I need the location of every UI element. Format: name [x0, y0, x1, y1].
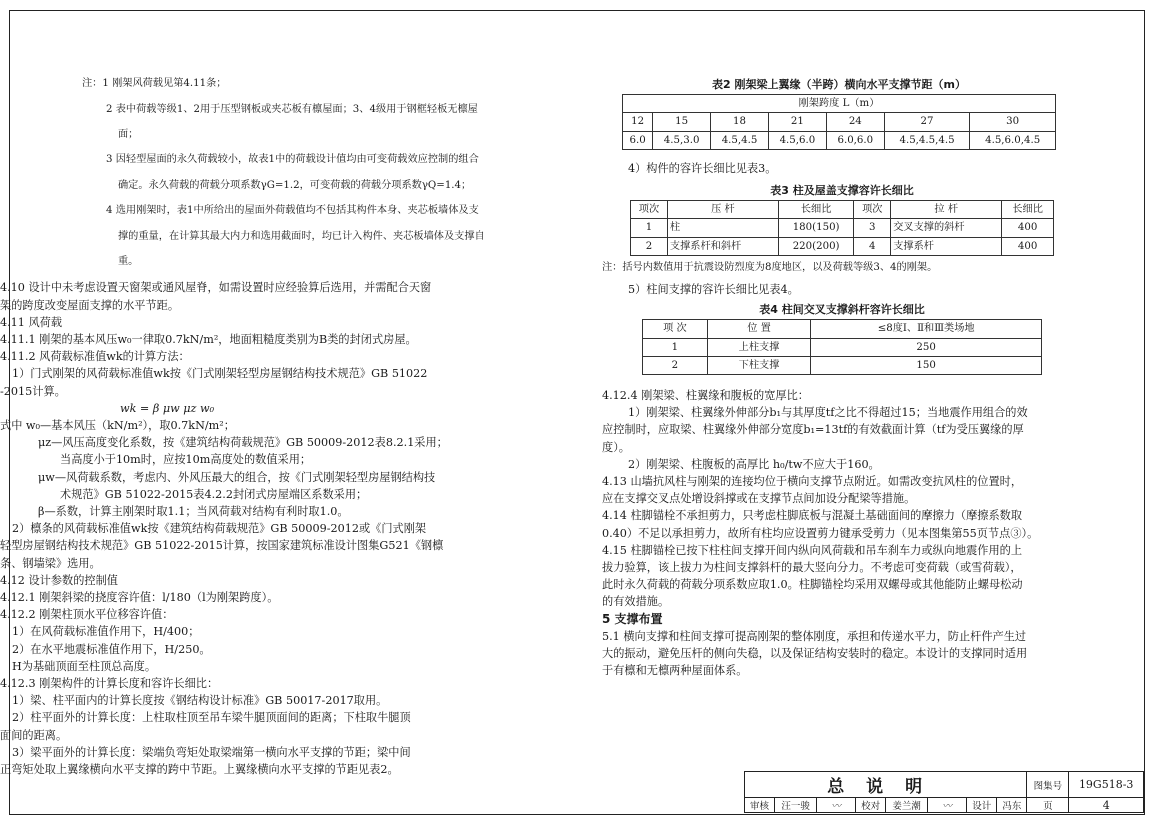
- table3-header: 拉 杆: [891, 201, 1002, 219]
- mu-z-def-cont: 当高度小于10m时，应按10m高度处的数值采用；: [60, 453, 312, 467]
- table3-cell: 400: [1002, 219, 1054, 237]
- table3-cell: 交叉支撑的斜杆: [891, 219, 1002, 237]
- atlas-label: 图集号: [1027, 772, 1069, 798]
- para-4-15-cont3: 的有效措施。: [602, 595, 670, 609]
- table3: [630, 200, 1054, 256]
- para-4-12-4: 4.12.4 刚架梁、柱翼缘和腹板的宽厚比：: [602, 389, 809, 403]
- heading-4-12: 4.12 设计参数的控制值: [0, 573, 118, 587]
- drift-seismic: 2）在水平地震标准值作用下，H/250。: [12, 642, 211, 656]
- length-3-cont: 正弯矩处取上翼缘横向水平支撑的跨中节距。上翼缘横向水平支撑的节距见表2。: [0, 763, 399, 776]
- length-1: 1）梁、柱平面内的计算长度按《钢结构设计标准》GB 50017-2017取用。: [12, 694, 388, 708]
- table3-cell: 支撑系杆: [891, 237, 1002, 255]
- page-label: 页: [1027, 798, 1069, 813]
- table3-cell: 3: [854, 219, 891, 237]
- table-row: [623, 131, 1056, 149]
- table2-span: 18: [711, 113, 769, 131]
- para-r1: 4）构件的容许长细比见表3。: [628, 161, 777, 175]
- table2-span: 24: [826, 113, 884, 131]
- table-row: [623, 113, 1056, 131]
- table3-header: 项次: [631, 201, 668, 219]
- para-4-10-cont: 架的跨度改变屋面支撑的水平节距。: [0, 298, 180, 312]
- formula-where: 式中 w₀—基本风压（kN/m²），取0.7kN/m²；: [0, 418, 235, 432]
- para-4-10: 4.10 设计中未考虑设置天窗架或通风屋脊，如需设置时应经验算后选用，并需配合天窗: [0, 281, 432, 295]
- width-ratio-1: 1）刚架梁、柱翼缘外伸部分b₁与其厚度tf之比不得超过15；当地震作用组合的效: [628, 406, 1028, 420]
- width-ratio-1-cont2: 度）。: [602, 440, 630, 454]
- table4-cell: 1: [643, 338, 708, 356]
- table4-caption: 表4 柱间交叉支撑斜杆容许长细比: [759, 303, 925, 317]
- table3-cell: 400: [1002, 237, 1054, 255]
- para-wind-1: 1）门式刚架的风荷载标准值wk按《门式刚架轻型房屋钢结构技术规范》GB 51022: [12, 367, 428, 381]
- table2-value: 6.0: [623, 131, 653, 149]
- table4-cell: 下柱支撑: [707, 356, 811, 374]
- table4-header: 位 置: [707, 320, 811, 338]
- table2-span: 21: [768, 113, 826, 131]
- para-4-15-cont2: 此时永久荷载的荷载分项系数应取1.0。柱脚锚栓均采用双螺母或其他能防止螺母松动: [602, 578, 1023, 592]
- table2-value: 4.5,6.0: [768, 131, 826, 149]
- para-4-15-cont: 拔力验算，该上拔力为柱间支撑斜杆的最大竖向分力。不考虑可变荷载（或雪荷载），: [602, 561, 1022, 575]
- table2-span: 15: [653, 113, 711, 131]
- table3-header: 长细比: [1002, 201, 1054, 219]
- table-row: [631, 237, 1054, 255]
- table3-cell: 4: [854, 237, 891, 255]
- beta-def: β—系数，计算主刚架时取1.1；当风荷载对结构有利时取1.0。: [38, 504, 349, 518]
- checker-name: 姜兰潮: [886, 798, 928, 813]
- para-4-13-cont: 应在支撑交叉点处增设斜撑或在支撑节点间加设分配梁等措施。: [602, 492, 916, 506]
- table-row: [631, 201, 1054, 219]
- para-wind-2-cont2: 条、钢墙梁》选用。: [0, 556, 101, 570]
- para-4-11-2: 4.11.2 风荷载标准值wk的计算方法：: [0, 350, 190, 364]
- reviewer-signature: 〰: [817, 798, 856, 813]
- table-row: [745, 772, 1144, 798]
- length-3: 3）梁平面外的计算长度：梁端负弯矩处取梁端第一横向水平支撑的节距；梁中间: [12, 745, 411, 759]
- para-wind-1-cont: -2015计算。: [0, 384, 66, 398]
- checker-signature: 〰: [928, 798, 967, 813]
- note-3-cont: 确定。永久荷载的荷载分项系数γG=1.2，可变荷载的荷载分项系数γQ=1.4；: [118, 179, 472, 191]
- para-4-12-1: 4.12.1 刚架斜梁的挠度容许值：l/180（l为刚架跨度）。: [0, 590, 279, 604]
- table-row: [643, 320, 1042, 338]
- para-4-13: 4.13 山墙抗风柱与刚架的连接均位于横向支撑节点附近。如需改变抗风柱的位置时，: [602, 475, 1023, 489]
- table3-note: 注：括号内数值用于抗震设防烈度为8度地区，以及荷载等级3、4的刚架。: [602, 261, 938, 273]
- para-4-14: 4.14 柱脚锚栓不承担剪力，只考虑柱脚底板与混凝土基础面间的摩擦力（摩擦系数取: [602, 509, 1023, 523]
- note-4-cont2: 重。: [118, 255, 139, 267]
- width-ratio-2: 2）刚架梁、柱腹板的高厚比 h₀/tw不应大于160。: [628, 457, 880, 471]
- table-row: [631, 219, 1054, 237]
- mu-z-def: μz—风压高度变化系数，按《建筑结构荷载规范》GB 50009-2012表8.2.1采用；: [38, 436, 448, 450]
- reviewer-name: 汪一骏: [775, 798, 817, 813]
- review-label: 审核: [745, 798, 775, 813]
- table2: [622, 94, 1056, 150]
- table2-value: 4.5,4.5,4.5: [884, 131, 970, 149]
- table2-value: 4.5,6.0,4.5: [970, 131, 1056, 149]
- table4-cell: 250: [811, 338, 1042, 356]
- para-4-11-1: 4.11.1 刚架的基本风压w₀一律取0.7kN/m²，地面粗糙度类别为B类的封闭式房屋。: [0, 332, 417, 346]
- height-def: H为基础顶面至柱顶总高度。: [12, 659, 157, 673]
- drift-wind: 1）在风荷载标准值作用下，H/400；: [12, 625, 200, 639]
- note-2: 2 表中荷载等级1、2用于压型钢板或夹芯板有檩屋面；3、4级用于钢框轻板无檩屋: [106, 103, 478, 115]
- right-body: [602, 387, 1142, 679]
- sheet-title: 总说明: [745, 772, 1027, 798]
- mu-w-def: μw—风荷载系数，考虑内、外风压最大的组合，按《门式刚架轻型房屋钢结构技: [38, 470, 436, 484]
- right-column: [602, 76, 1142, 680]
- designer-name: 冯东: [997, 798, 1027, 813]
- table3-cell: 1: [631, 219, 668, 237]
- table-row: [643, 356, 1042, 374]
- para-4-14-cont: 0.40）不足以承担剪力，故所有柱均应设置剪力键承受剪力（见本图集第55页节点③）。: [602, 526, 1039, 540]
- para-5-1: 5.1 横向支撑和柱间支撑可提高刚架的整体刚度，承担和传递水平力，防止杆件产生过: [602, 629, 1027, 643]
- table-row: [745, 798, 1144, 813]
- table2-value: 4.5,4.5: [711, 131, 769, 149]
- para-4-15: 4.15 柱脚锚栓已按下柱柱间支撑开间内纵向风荷载和吊车刹车力或纵向地震作用的上: [602, 543, 1023, 557]
- para-5-1-cont2: 于有檩和无檩两种屋面体系。: [602, 664, 748, 678]
- length-2: 2）柱平面外的计算长度：上柱取柱顶至吊车梁牛腿顶面间的距离；下柱取牛腿顶: [12, 711, 411, 725]
- table2-span-header: 刚架跨度 L（m）: [623, 95, 1056, 113]
- para-4-12-3: 4.12.3 刚架构件的计算长度和容许长细比：: [0, 676, 219, 690]
- table-row: [623, 95, 1056, 113]
- heading-5: 5 支撑布置: [602, 611, 663, 626]
- table-row: [643, 338, 1042, 356]
- note-1: 注：1 刚架风荷载见第4.11条；: [82, 78, 227, 90]
- table3-cell: 180(150): [778, 219, 853, 237]
- para-r2: 5）柱间支撑的容许长细比见表4。: [628, 283, 799, 297]
- table2-value: 4.5,3.0: [653, 131, 711, 149]
- table2-caption: 表2 刚架梁上翼缘（半跨）横向水平支撑节距（m）: [712, 78, 966, 91]
- table2-value: 6.0,6.0: [826, 131, 884, 149]
- atlas-number: 19G518-3: [1069, 772, 1144, 798]
- heading-4-11: 4.11 风荷载: [0, 315, 63, 329]
- para-wind-2-cont: 轻型房屋钢结构技术规范》GB 51022-2015计算，按国家建筑标准设计图集G521《钢檩: [0, 539, 444, 553]
- table4-header: ≤8度Ⅰ、Ⅱ和Ⅲ类场地: [811, 320, 1042, 338]
- table2-span: 27: [884, 113, 970, 131]
- design-label: 设计: [967, 798, 997, 813]
- left-column: [0, 66, 578, 778]
- para-5-1-cont: 大的振动，避免压杆的侧向失稳，以及保证结构安装时的稳定。本设计的支撑同时适用: [602, 647, 1028, 661]
- table4-cell: 2: [643, 356, 708, 374]
- length-2-cont: 面间的距离。: [0, 728, 68, 742]
- table3-cell: 220(200): [778, 237, 853, 255]
- table3-header: 压 杆: [667, 201, 778, 219]
- title-block: [744, 771, 1144, 813]
- table4: [642, 319, 1042, 375]
- note-4-cont: 撑的重量，在计算其最大内力和选用截面时，均已计入构件、夹芯板墙体及支撑自: [118, 230, 485, 242]
- para-4-12-2: 4.12.2 刚架柱顶水平位移容许值：: [0, 608, 174, 622]
- note-3: 3 因轻型屋面的永久荷载较小，故表1中的荷载设计值均由可变荷载效应控制的组合: [106, 154, 479, 166]
- table3-cell: 柱: [667, 219, 778, 237]
- table3-cell: 2: [631, 237, 668, 255]
- mu-w-def-cont: 术规范》GB 51022-2015表4.2.2封闭式房屋端区系数采用；: [60, 487, 368, 501]
- wind-formula: wk = β μw μz w₀: [120, 401, 215, 415]
- note-4: 4 选用刚架时，表1中所给出的屋面外荷载值均不包括其构件本身、夹芯板墙体及支: [106, 205, 479, 217]
- table4-cell: 150: [811, 356, 1042, 374]
- para-wind-2: 2）檩条的风荷载标准值wk按《建筑结构荷载规范》GB 50009-2012或《门式刚架: [12, 522, 427, 536]
- table3-header: 长细比: [778, 201, 853, 219]
- table3-cell: 支撑系杆和斜杆: [667, 237, 778, 255]
- page-number: 4: [1069, 798, 1144, 813]
- table3-header: 项次: [854, 201, 891, 219]
- notes-block: [58, 76, 578, 269]
- table4-cell: 上柱支撑: [707, 338, 811, 356]
- table4-header: 项 次: [643, 320, 708, 338]
- table3-caption: 表3 柱及屋盖支撑容许长细比: [770, 184, 914, 198]
- check-label: 校对: [856, 798, 886, 813]
- table2-span: 30: [970, 113, 1056, 131]
- left-body: [0, 279, 578, 778]
- table2-span: 12: [623, 113, 653, 131]
- note-2-cont: 面；: [118, 128, 139, 140]
- width-ratio-1-cont: 应控制时，应取梁、柱翼缘外伸部分宽度b₁=13tf的有效截面计算（tf为受压翼缘的厚: [602, 423, 1024, 437]
